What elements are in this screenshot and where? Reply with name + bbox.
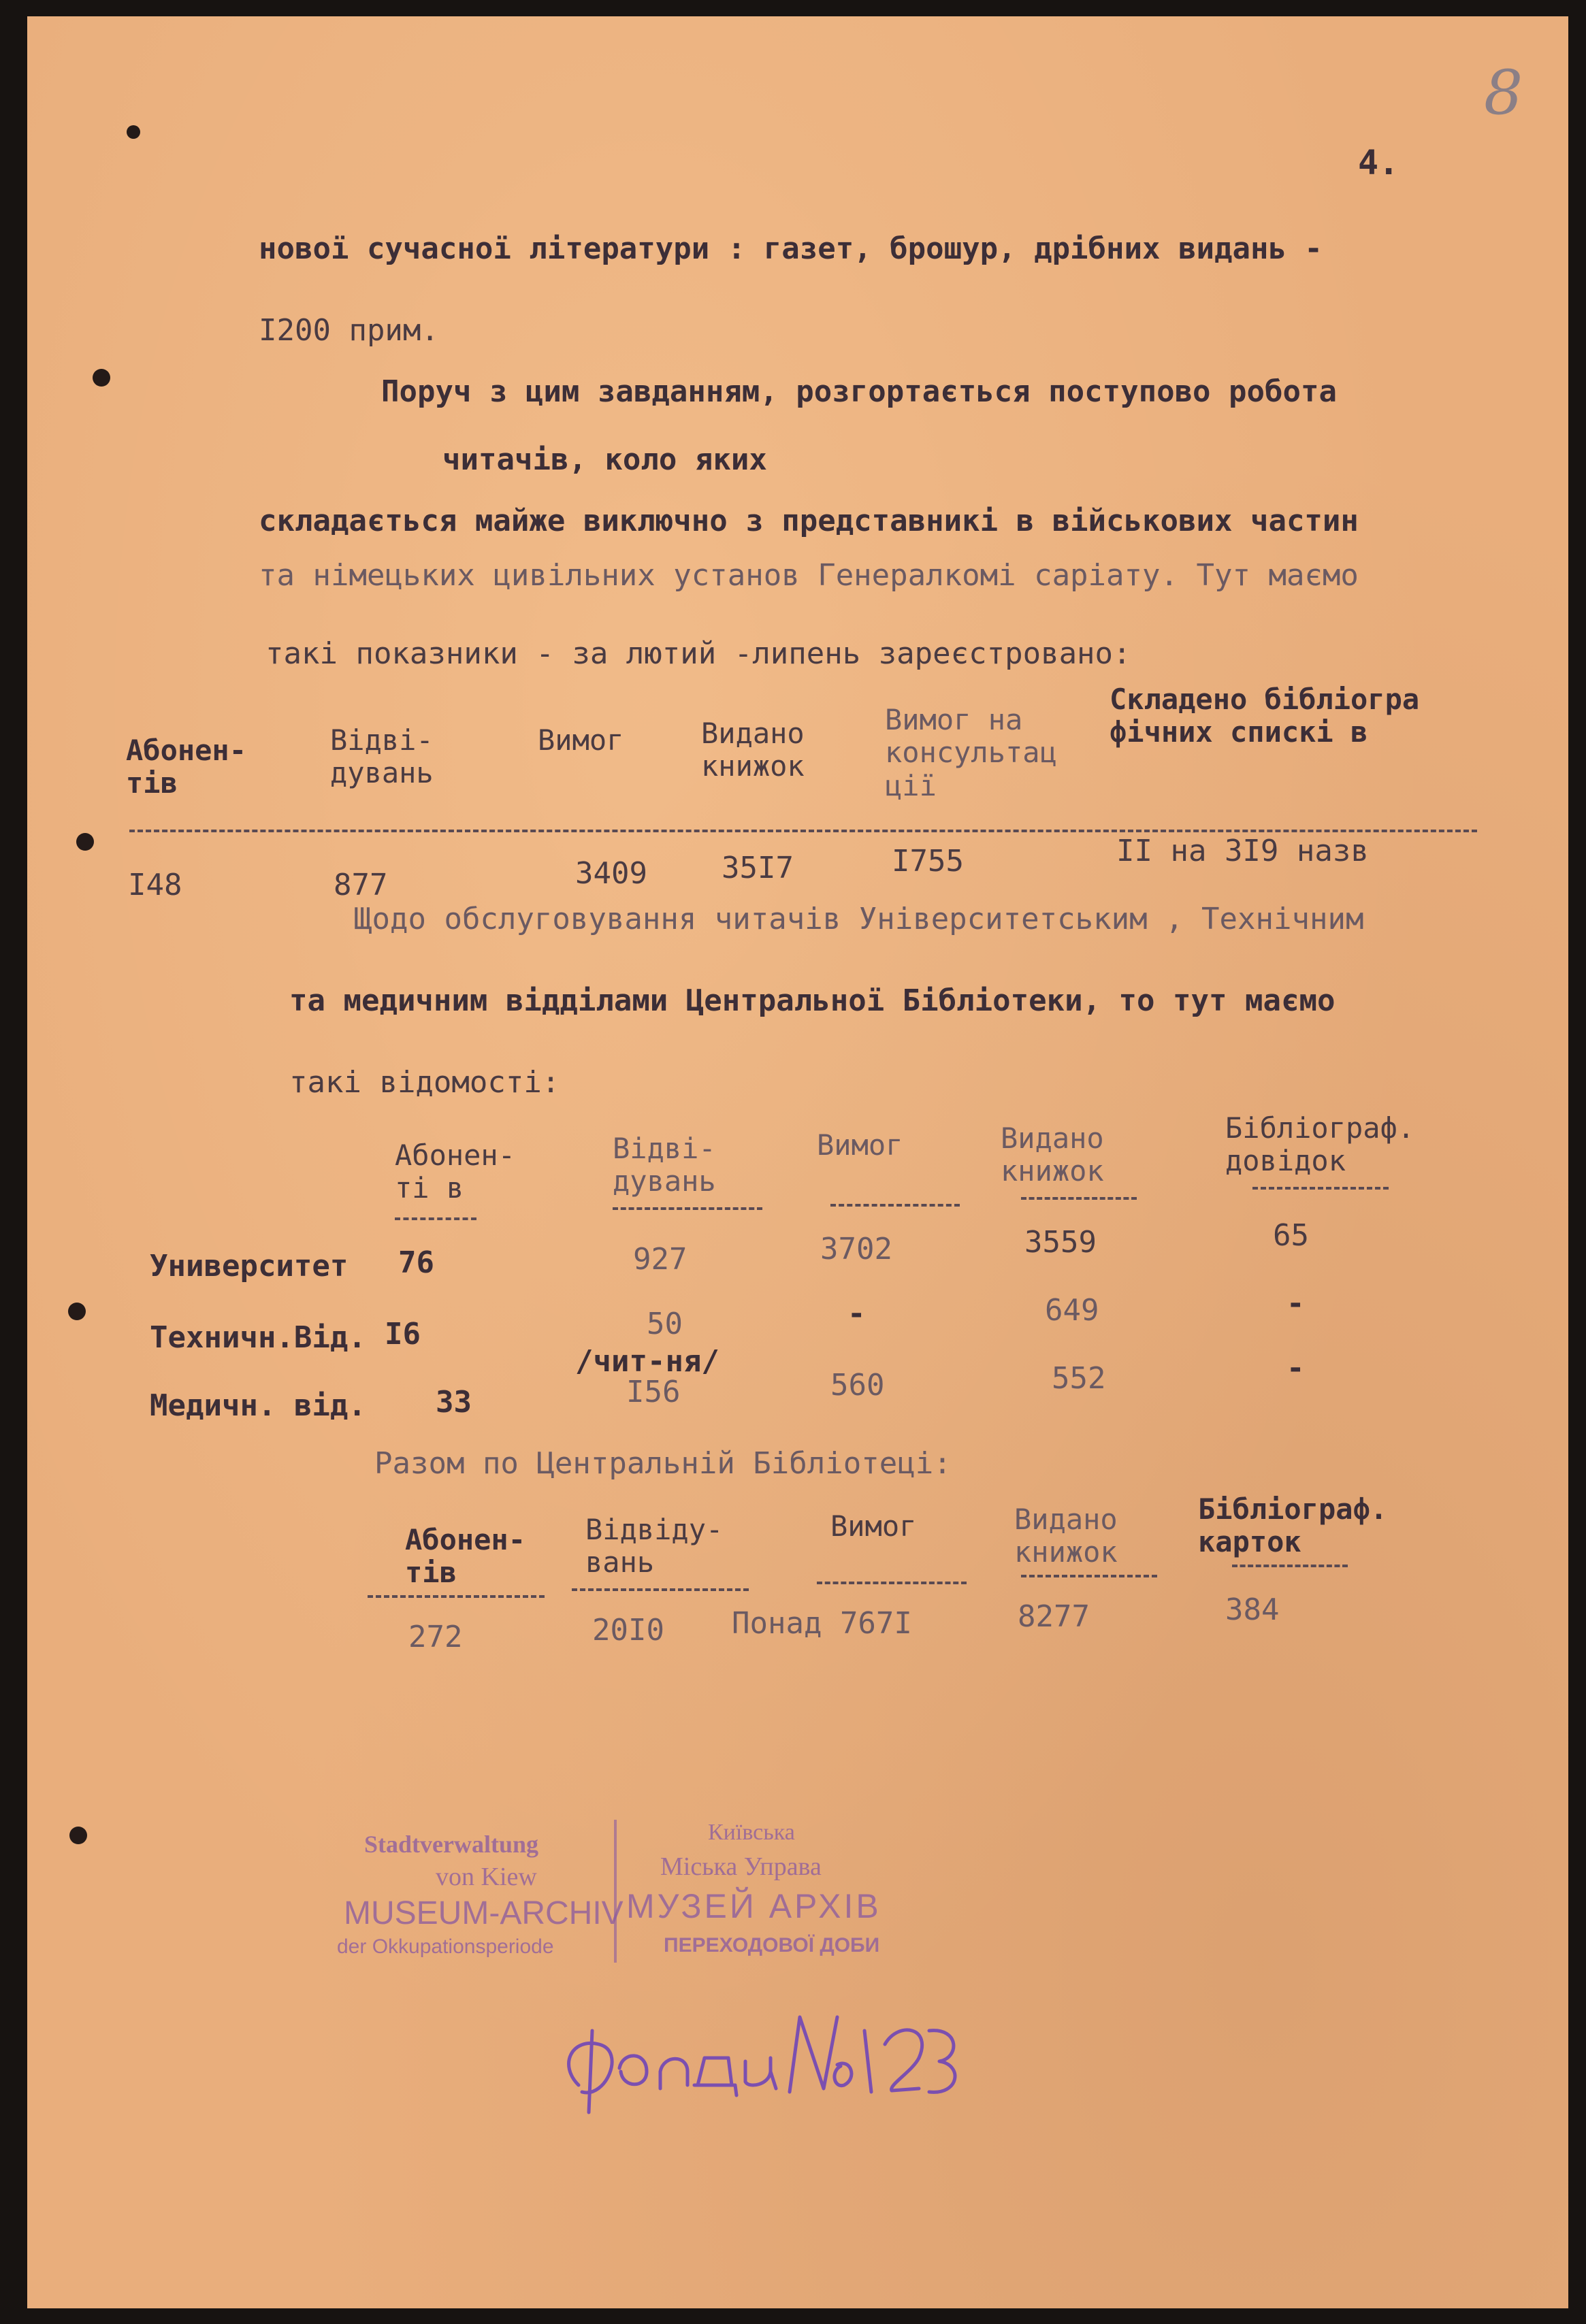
table-2-row-1-visits: 927 bbox=[633, 1242, 687, 1277]
stamp-left-line-1: Stadtverwaltung bbox=[364, 1831, 539, 1858]
totals-rule-books bbox=[1021, 1575, 1157, 1577]
table-2-row-2-label: Техничн.Від. bbox=[150, 1320, 366, 1355]
totals-heading: Разом по Центральній Бібліотеці: bbox=[374, 1446, 952, 1481]
totals-value-books: 8277 bbox=[1018, 1599, 1090, 1634]
punch-hole-3 bbox=[76, 833, 94, 851]
totals-rule-subscribers bbox=[368, 1595, 545, 1598]
table-1-value-demands: 3409 bbox=[575, 856, 647, 891]
stamp-right-line-4: ПЕРЕХОДОВОЇ ДОБИ bbox=[664, 1934, 880, 1957]
totals-header-bibliographic: Бібліограф. карток bbox=[1198, 1492, 1388, 1559]
totals-header-demands: Вимог bbox=[830, 1509, 917, 1543]
stamp-left-line-4: der Okkupationsperiode bbox=[337, 1935, 554, 1958]
totals-rule-visits bbox=[572, 1588, 749, 1591]
punch-hole-5 bbox=[69, 1827, 87, 1844]
paragraph-2-line-2: читачів, коло яких bbox=[442, 442, 767, 477]
table-2-row-2-visits: 50 bbox=[647, 1307, 683, 1341]
stamp-left-line-2: von Kiew bbox=[436, 1863, 537, 1891]
table-1-value-books: 35І7 bbox=[722, 851, 794, 885]
punch-hole-1 bbox=[127, 125, 140, 139]
table-2-row-1-books: 3559 bbox=[1024, 1225, 1097, 1260]
table-1-value-subscribers: І48 bbox=[128, 868, 182, 902]
page-number: 4. bbox=[1358, 143, 1399, 182]
table-2-rule-bibliographic bbox=[1252, 1187, 1389, 1190]
paragraph-2-line-4: та німецьких цивільних установ Генералкомі саріату. Тут маємо bbox=[259, 558, 1359, 593]
table-1-header-bibliographies: Складено бібліогра фічних спискі в bbox=[1110, 683, 1420, 749]
punch-hole-4 bbox=[68, 1303, 86, 1320]
stamp-left-line-3: MUSEUM-ARCHIV bbox=[344, 1895, 624, 1931]
table-2-row-1-demands: 3702 bbox=[820, 1232, 892, 1266]
totals-value-demands: Понад 767І bbox=[732, 1606, 912, 1641]
paragraph-1-line-1: нової сучасної літератури : газет, брошур, дрібних видань - bbox=[259, 231, 1323, 266]
table-2-header-subscribers: Абонен- ті в bbox=[395, 1139, 516, 1205]
stamp-right-line-2: Міська Управа bbox=[660, 1852, 822, 1881]
stamp-right-line-3: МУЗЕЙ АРХІВ bbox=[626, 1887, 881, 1925]
table-1-header-demands: Вимог bbox=[538, 723, 624, 757]
table-1-value-consultations: І755 bbox=[892, 844, 964, 879]
stamp-divider bbox=[614, 1820, 617, 1963]
table-1-header-visits: Відві- дувань bbox=[330, 723, 434, 790]
table-2-row-1-subscribers: 76 bbox=[398, 1245, 434, 1280]
table-2-row-2-books: 649 bbox=[1045, 1293, 1099, 1328]
table-1-header-books: Видано книжок bbox=[701, 717, 805, 783]
table-2-header-bibliographic: Бібліограф. довідок bbox=[1225, 1111, 1415, 1178]
paragraph-3-line-1: Щодо обслуговування читачів Університетським , Технічним bbox=[354, 902, 1364, 936]
table-2-row-3-books: 552 bbox=[1052, 1361, 1106, 1396]
totals-header-books: Видано книжок bbox=[1014, 1503, 1118, 1569]
table-2-header-visits: Відві- дувань bbox=[613, 1132, 716, 1198]
table-2-row-1-label: Университет bbox=[150, 1249, 349, 1283]
table-2-rule-demands bbox=[830, 1204, 960, 1207]
totals-value-visits: 20І0 bbox=[592, 1613, 664, 1648]
folio-mark: 8 bbox=[1484, 57, 1523, 129]
totals-value-bibliographic: 384 bbox=[1225, 1592, 1280, 1627]
table-2-header-books: Видано книжок bbox=[1001, 1122, 1104, 1188]
totals-value-subscribers: 272 bbox=[408, 1620, 463, 1654]
table-2-header-demands: Вимог bbox=[817, 1128, 903, 1162]
paragraph-3-line-3: такі відомості: bbox=[289, 1065, 560, 1100]
table-2-row-2-subscribers: І6 bbox=[385, 1317, 421, 1352]
paragraph-2-line-5: такі показники - за лютий -липень зареєстровано: bbox=[265, 636, 1131, 671]
table-2-rule-visits bbox=[613, 1207, 762, 1210]
table-1-header-consultations: Вимог на консультац ції bbox=[885, 703, 1057, 802]
paragraph-2-line-3: складається майже виключно з представникі в військових частин bbox=[259, 504, 1359, 538]
table-1-value-bibliographies: ІІ на 3І9 назв bbox=[1116, 834, 1369, 868]
punch-hole-2 bbox=[93, 369, 110, 387]
table-2-row-3-demands: 560 bbox=[830, 1368, 885, 1403]
totals-rule-demands bbox=[817, 1582, 967, 1584]
stamp-right-line-1: Київська bbox=[708, 1820, 795, 1845]
table-2-rule-books bbox=[1021, 1197, 1137, 1200]
totals-header-visits: Відвіду- вань bbox=[585, 1513, 724, 1580]
table-2-visits-note: /чит-ня/ bbox=[575, 1344, 719, 1379]
table-2-row-3-label: Медичн. від. bbox=[150, 1388, 366, 1423]
paragraph-1-line-2: І200 прим. bbox=[259, 313, 439, 348]
table-2-row-1-bibliographic: 65 bbox=[1273, 1218, 1309, 1253]
handwritten-fonds-signature bbox=[551, 2003, 960, 2119]
table-2-rule-subscribers bbox=[395, 1217, 476, 1220]
table-2-row-3-bibliographic: - bbox=[1286, 1351, 1305, 1386]
paragraph-3-line-2: та медичним відділами Центральної Бібліотеки, то тут маємо bbox=[289, 983, 1336, 1018]
table-1-value-visits: 877 bbox=[334, 868, 388, 902]
paragraph-2-line-1: Поруч з цим завданням, розгортається поступово робота bbox=[381, 374, 1337, 409]
table-2-row-2-bibliographic: - bbox=[1286, 1286, 1305, 1321]
table-1-header-subscribers: Абонен- тів bbox=[126, 734, 247, 800]
table-2-row-3-visits: І56 bbox=[626, 1375, 681, 1409]
table-2-row-3-subscribers: 33 bbox=[436, 1385, 472, 1420]
totals-header-subscribers: Абонен- тів bbox=[405, 1523, 526, 1590]
table-2-row-2-demands: - bbox=[847, 1296, 866, 1331]
totals-rule-bibliographic bbox=[1232, 1565, 1348, 1567]
document-page bbox=[27, 16, 1568, 2308]
table-1-rule bbox=[129, 830, 1477, 832]
